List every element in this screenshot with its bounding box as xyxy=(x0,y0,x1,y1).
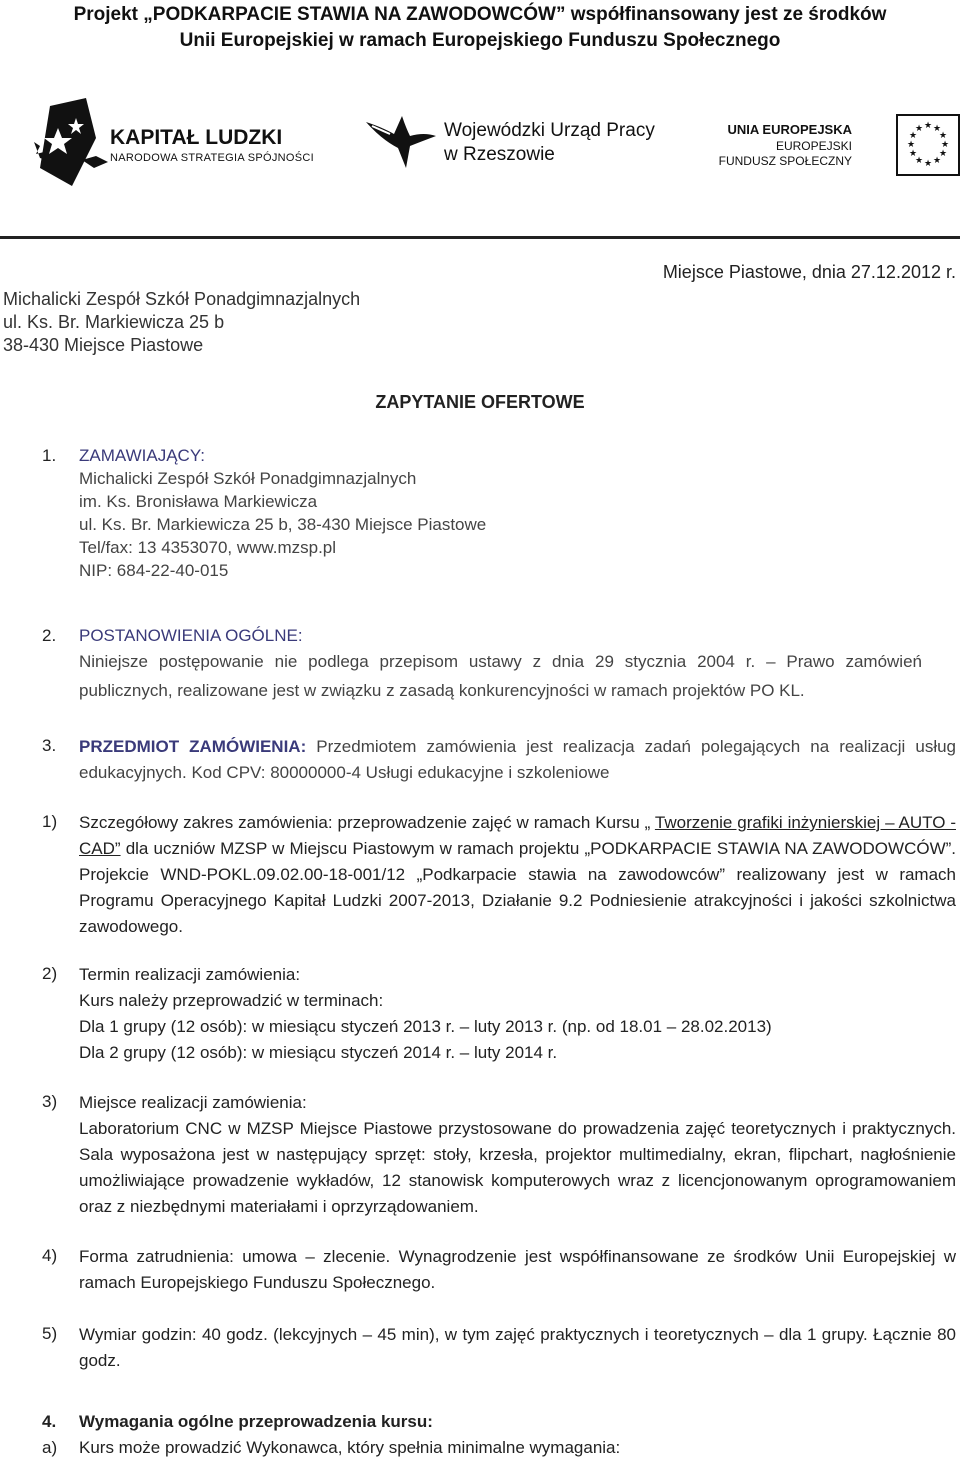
svg-text:★: ★ xyxy=(938,131,948,141)
svg-text:★: ★ xyxy=(914,156,924,166)
ue-line2: EUROPEJSKI xyxy=(775,139,852,153)
point-text: Forma zatrudnienia: umowa – zlecenie. Wynagrodzenie jest współfinansowane ze środków Unii Europejskiej w ramach Europejskiego Funduszu Społecznego. xyxy=(79,1247,956,1292)
term-line1: Termin realizacji zamówienia: xyxy=(79,965,301,984)
eu-flag-icon xyxy=(896,114,960,176)
section-wymagania xyxy=(42,1410,956,1433)
section-number: 1. xyxy=(42,446,57,465)
wup-rzeszow-logo xyxy=(364,112,674,172)
subpoint-text: Kurs może prowadzić Wykonawca, który spełnia minimalne wymagania: xyxy=(79,1438,621,1457)
orderer-line3: ul. Ks. Br. Markiewicza 25 b, 38-430 Miejsce Piastowe xyxy=(79,515,487,534)
project-header-line2: Unii Europejskiej w ramach Europejskiego Funduszu Społecznego xyxy=(179,30,781,51)
project-header xyxy=(0,2,960,54)
ue-line3: FUNDUSZ SPOŁECZNY xyxy=(718,154,852,168)
orderer-line5: NIP: 684-22-40-015 xyxy=(79,561,229,580)
header-divider xyxy=(0,236,960,239)
point-number: 2) xyxy=(42,964,58,983)
term-line2: Kurs należy przeprowadzić w terminach: xyxy=(79,991,384,1010)
kl-subtitle: NARODOWA STRATEGIA SPÓJNOŚCI xyxy=(110,152,314,164)
section-label: PRZEDMIOT ZAMÓWIENIA: xyxy=(79,737,307,756)
section-number: 2. xyxy=(42,626,57,645)
point-termin xyxy=(42,962,956,1066)
kl-title: KAPITAŁ LUDZKI xyxy=(110,126,283,149)
sender-line1: Michalicki Zespół Szkół Ponadgimnazjalnych xyxy=(3,289,361,309)
svg-text:★: ★ xyxy=(914,124,924,134)
point-wymiar xyxy=(42,1322,956,1374)
svg-text:★: ★ xyxy=(923,121,933,131)
section-label: Wymagania ogólne przeprowadzenia kursu: xyxy=(79,1412,433,1431)
section-przedmiot xyxy=(42,734,956,786)
course-name: Tworzenie grafiki inżynierskiej – AUTO - CAD” xyxy=(79,813,956,858)
orderer-line1: Michalicki Zespół Szkół Ponadgimnazjalnych xyxy=(79,469,417,488)
subpoint-a xyxy=(42,1436,956,1459)
bird-icon xyxy=(364,112,444,172)
section-number: 3. xyxy=(42,736,57,755)
point-number: 1) xyxy=(42,812,58,831)
svg-text:★: ★ xyxy=(932,124,942,134)
section-postanowienia xyxy=(42,624,922,705)
point-number: 3) xyxy=(42,1092,58,1111)
point-number: 4) xyxy=(42,1246,58,1265)
wup-line2: w Rzeszowie xyxy=(444,144,555,165)
section-zamawiajacy xyxy=(42,444,922,582)
ue-line1: UNIA EUROPEJSKA xyxy=(727,122,852,137)
term-line4: Dla 2 grupy (12 osób): w miesiącu styczeń 2014 r. – luty 2014 r. xyxy=(79,1043,558,1062)
section-number: 4. xyxy=(42,1412,57,1431)
point-number: 5) xyxy=(42,1324,58,1343)
term-line3: Dla 1 grupy (12 osób): w miesiącu styczeń 2013 r. – luty 2013 r. (np. od 18.01 – 28.02.2013) xyxy=(79,1017,772,1036)
svg-text:★: ★ xyxy=(940,140,950,150)
svg-text:★: ★ xyxy=(908,131,918,141)
sender-address xyxy=(3,288,360,357)
document-title: ZAPYTANIE OFERTOWE xyxy=(375,392,585,412)
svg-text:★: ★ xyxy=(938,149,948,159)
point-miejsce xyxy=(42,1090,956,1220)
point-forma xyxy=(42,1244,956,1296)
svg-text:★: ★ xyxy=(932,156,942,166)
svg-text:★: ★ xyxy=(908,149,918,159)
section-label: ZAMAWIAJĄCY: xyxy=(79,446,205,465)
point-text: Wymiar godzin: 40 godz. (lekcyjnych – 45 min), w tym zajęć praktycznych i teoretycznych – dla 1 grupy. Łącznie 80 godz. xyxy=(79,1325,956,1370)
kapital-ludzki-logo xyxy=(32,98,332,188)
svg-text:★: ★ xyxy=(923,159,933,169)
eu-logo xyxy=(718,112,960,178)
orderer-line4: Tel/fax: 13 4353070, www.mzsp.pl xyxy=(79,538,337,557)
place-line1: Miejsce realizacji zamówienia: xyxy=(79,1093,307,1112)
point-zakres xyxy=(42,810,956,940)
project-header-line1: Projekt „PODKARPACIE STAWIA NA ZAWODOWCÓW” współfinansowany jest ze środków xyxy=(73,4,887,25)
point-text-b: dla uczniów MZSP w Miejscu Piastowym w ramach projektu „PODKARPACIE STAWIA NA ZAWODOWCÓW”. Projekcie WND-POKL.09.02.00-18-001/12 „Podkarpacie stawia na zawodowców” realizowany jest w ramach Programu Operacyjnego Kapitał Ludzki 2007-2013, Działanie 9.2 Podniesienie atrakcyjności i jakości szkolnictwa zawodowego. xyxy=(79,839,956,936)
section-text: Przedmiotem zamówienia jest realizacja zadań polegających na realizacji usług edukacyjnych. Kod CPV: 80000000-4 Usługi edukacyjne i szkoleniowe xyxy=(79,737,957,782)
kapital-ludzki-emblem-icon xyxy=(32,98,112,188)
section-label: POSTANOWIENIA OGÓLNE: xyxy=(79,626,303,645)
subpoint-letter: a) xyxy=(42,1438,58,1457)
svg-text:★: ★ xyxy=(906,140,916,150)
orderer-line2: im. Ks. Bronisława Markiewicza xyxy=(79,492,318,511)
point-text-a: Szczegółowy zakres zamówienia: przeprowadzenie zajęć w ramach Kursu „ xyxy=(79,813,655,832)
wup-line1: Wojewódzki Urząd Pracy xyxy=(444,120,655,141)
sender-line2: ul. Ks. Br. Markiewicza 25 b xyxy=(3,312,225,332)
sender-line3: 38-430 Miejsce Piastowe xyxy=(3,335,204,355)
section-text: Niniejsze postępowanie nie podlega przepisom ustawy z dnia 29 stycznia 2004 r. – Prawo zamówień publicznych, realizowane jest w związku z zasadą konkurencyjności w ramach projektów PO KL. xyxy=(79,652,922,700)
document-date: Miejsce Piastowe, dnia 27.12.2012 r. xyxy=(662,262,956,282)
place-text: Laboratorium CNC w MZSP Miejsce Piastowe przystosowane do prowadzenia zajęć teoretycznych i praktycznych. Sala wyposażona jest w następujący sprzęt: stoły, krzesła, projektor multimedialny, ekran, flipchart, nagłośnienie umożliwiające prowadzenie wykładów, 12 stanowisk komputerowych wraz z licencjonowanym oprogramowaniem oraz z niezbędnymi materiałami i oprzyrządowaniem. xyxy=(79,1119,956,1216)
